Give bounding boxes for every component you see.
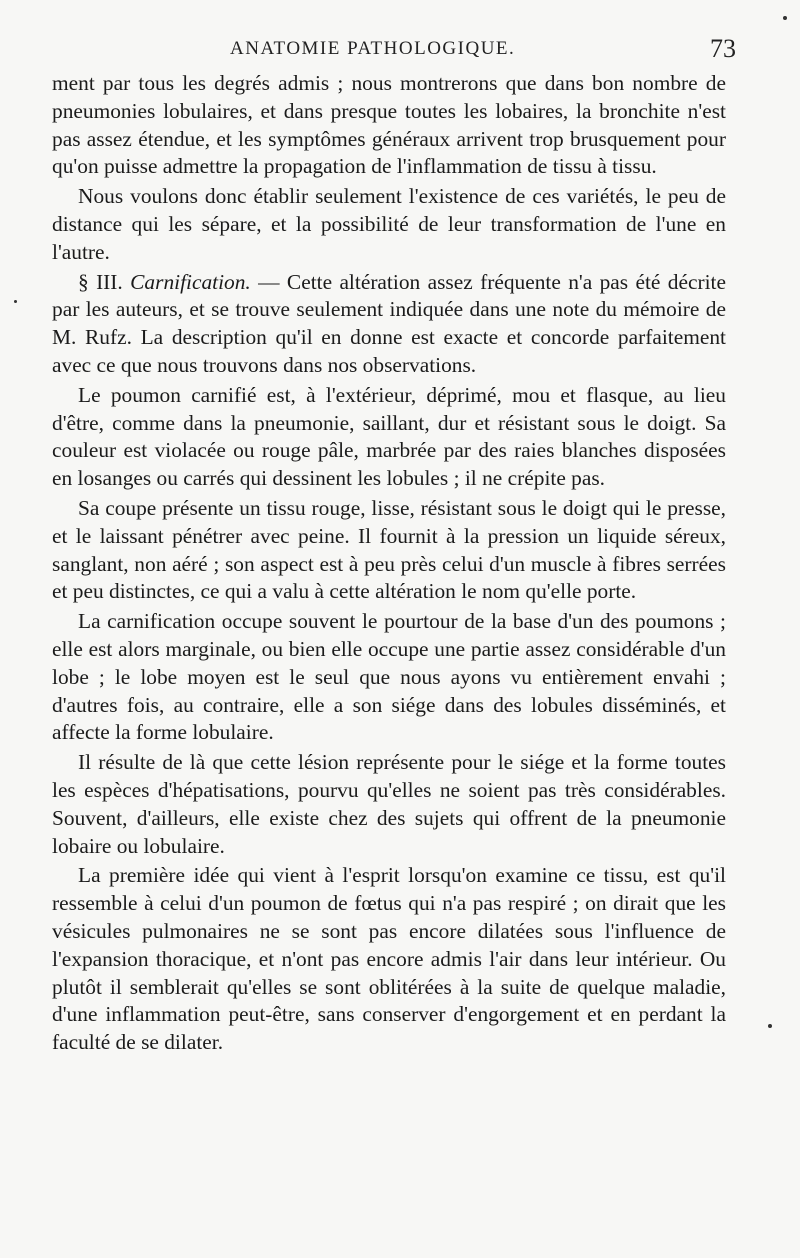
- paragraph-4: [52, 382, 726, 493]
- paragraph-1: [52, 70, 726, 181]
- running-title: ANATOMIE PATHOLOGIQUE.: [230, 38, 516, 59]
- paragraph-2: [52, 183, 726, 266]
- ink-speck: [768, 1024, 772, 1028]
- paragraph-8: [52, 862, 726, 1057]
- paragraph-3-section: [52, 269, 726, 380]
- body-text: [52, 70, 726, 1059]
- section-title: Carnification.: [130, 269, 251, 294]
- paragraph-text: La carnification occupe souvent le pourtour de la base d'un des poumons ; elle est alors marginale, ou bien elle occupe une partie assez considérable d'un lobe ; le lobe moyen est le seul que nous ayons vu entièrement envahi ; d'autres fois, au contraire, elle a son siége dans des lobules disséminés, et affecte la forme lobulaire.: [52, 609, 726, 745]
- paragraph-text: Le poumon carnifié est, à l'extérieur, déprimé, mou et flasque, au lieu d'être, comme dans la pneumonie, saillant, dur et résistant sous le doigt. Sa couleur est violacée ou rouge pâle, marbrée par des raies blanches disposées en losanges ou carrés qui dessinent les lobules ; il ne crépite pas.: [52, 382, 726, 491]
- paragraph-text: Sa coupe présente un tissu rouge, lisse, résistant sous le doigt qui le presse, et le laissant pénétrer avec peine. Il fournit à la pression un liquide séreux, sanglant, non aéré ; son aspect est à peu près celui d'un muscle à fibres serrées et peu distinctes, ce qui a valu à cette altération le nom qu'elle porte.: [52, 495, 726, 604]
- ink-speck: [783, 16, 787, 20]
- paragraph-text: Nous voulons donc établir seulement l'existence de ces variétés, le peu de distance qui les sépare, et la possibilité de leur transformation de l'une en l'autre.: [52, 184, 726, 264]
- page-header: [52, 34, 744, 66]
- ink-speck: [14, 300, 17, 303]
- paragraph-6: [52, 608, 726, 747]
- paragraph-text: — Cette altération assez fréquente n'a pas été décrite par les auteurs, et se trouve seulement indiquée dans une note du mémoire de M. Rufz. La description qu'il en donne est exacte et concorde parfaitement avec ce que nous trouvons dans nos observations.: [52, 269, 726, 377]
- paragraph-text: Il résulte de là que cette lésion représente pour le siége et la forme toutes les espèces d'hépatisations, pourvu qu'elles ne soient pas très considérables. Souvent, d'ailleurs, elle existe chez des sujets qui offrent de la pneumonie lobaire ou lobulaire.: [52, 750, 726, 858]
- paragraph-5: [52, 495, 726, 606]
- paragraph-text: La première idée qui vient à l'esprit lorsqu'on examine ce tissu, est qu'il ressemble à celui d'un poumon de fœtus qui n'a pas respiré ; on dirait que les vésicules pulmonaires ne se sont pas encore dilatées sous l'influence de l'expansion thoracique, et n'ont pas encore admis l'air dans leur intérieur. Ou plutôt il semblerait qu'elles se sont oblitérées à la suite de quelque maladie, d'une inflammation peut-être, sans conserver d'engorgement et en perdant la faculté de se dilater.: [52, 863, 726, 1055]
- paragraph-text: ment par tous les degrés admis ; nous montrerons que dans bon nombre de pneumonies lobulaires, et dans presque toutes les lobaires, la bronchite n'est pas assez étendue, et les symptômes généraux arrivent trop brusquement pour qu'on puisse admettre la propagation de l'inflammation de tissu à tissu.: [52, 71, 726, 179]
- section-number: § III.: [78, 269, 123, 294]
- page-number: 73: [710, 34, 736, 63]
- paragraph-7: [52, 749, 726, 860]
